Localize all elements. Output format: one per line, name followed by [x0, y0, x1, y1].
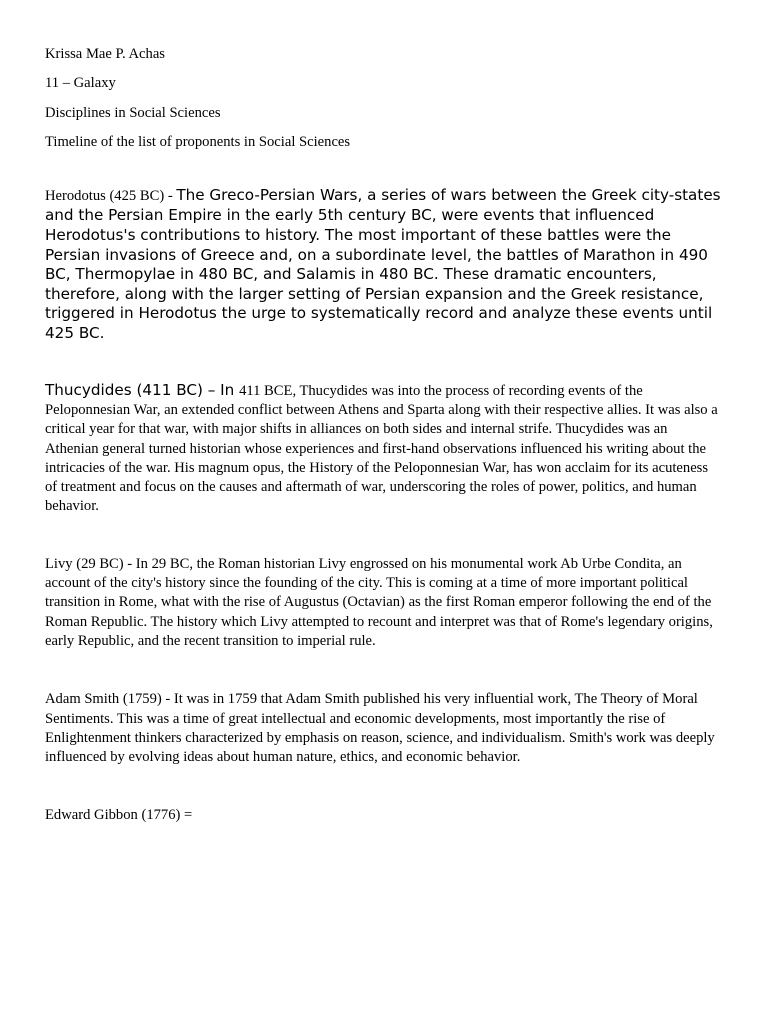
subject-line: Disciplines in Social Sciences [45, 104, 221, 121]
entry-adam-smith: Adam Smith (1759) - It was in 1759 that Adam Smith published his very influential work, The Theory of Moral Sentiments. This was a time of great intellectual and economic developments, most importantly the rise of Enlightenment thinkers characterized by emphasis on reason, science, and individualism. Smith's work was deeply influenced by evolving ideas about human nature, ethics, and economic behavior. [45, 691, 715, 766]
entry-herodotus-heading: Herodotus (425 BC) - [45, 188, 177, 205]
entry-herodotus [45, 186, 723, 343]
grade-section: 11 – Galaxy [45, 75, 116, 92]
author-name: Krissa Mae P. Achas [45, 46, 165, 62]
entry-livy: Livy (29 BC) - In 29 BC, the Roman historian Livy engrossed on his monumental work Ab Urbe Condita, an account of the city's history since the founding of the city. This is coming at a time of more important political transition in Rome, what with the rise of Augustus (Octavian) as the first Roman emperor following the end of the Roman Republic. The history which Livy attempted to recount and interpret was that of Rome's legendary origins, early Republic, and the recent transition to imperial rule. [45, 555, 713, 649]
entry-thucydides-body: 411 BCE, Thucydides was into the process of recording events of the Peloponnesian War, an extended conflict between Athens and Sparta along with their respective allies. It was also a critical year for that war, with major shifts in alliances on both sides and internal strife. Thucydides was an Athenian general turned historian whose experiences and first-hand observations influenced his writing about the intricacies of the war. His magnum opus, the History of the Peloponnesian War, has won acclaim for its acuteness of treatment and focus on the causes and aftermath of war, underscoring the roles of power, politics, and human behavior. [45, 382, 718, 515]
entry-thucydides [45, 381, 723, 517]
document-title: Timeline of the list of proponents in Social Sciences [45, 133, 351, 150]
entry-edward-gibbon: Edward Gibbon (1776) = [45, 807, 193, 824]
entry-herodotus-body: The Greco-Persian Wars, a series of wars between the Greek city-states and the Persian Empire in the early 5th century BC, were events that influenced Herodotus's contributions to history. The most important of these battles were the Persian invasions of Greece and, on a subordinate level, the battles of Marathon in 490 BC, Thermopylae in 480 BC, and Salamis in 480 BC. These dramatic encounters, therefore, along with the larger setting of Persian expansion and the Greek resistance, triggered in Herodotus the urge to systematically record and analyze these events until 425 BC. [45, 186, 721, 343]
entry-thucydides-heading: Thucydides (411 BC) – In [45, 380, 240, 399]
